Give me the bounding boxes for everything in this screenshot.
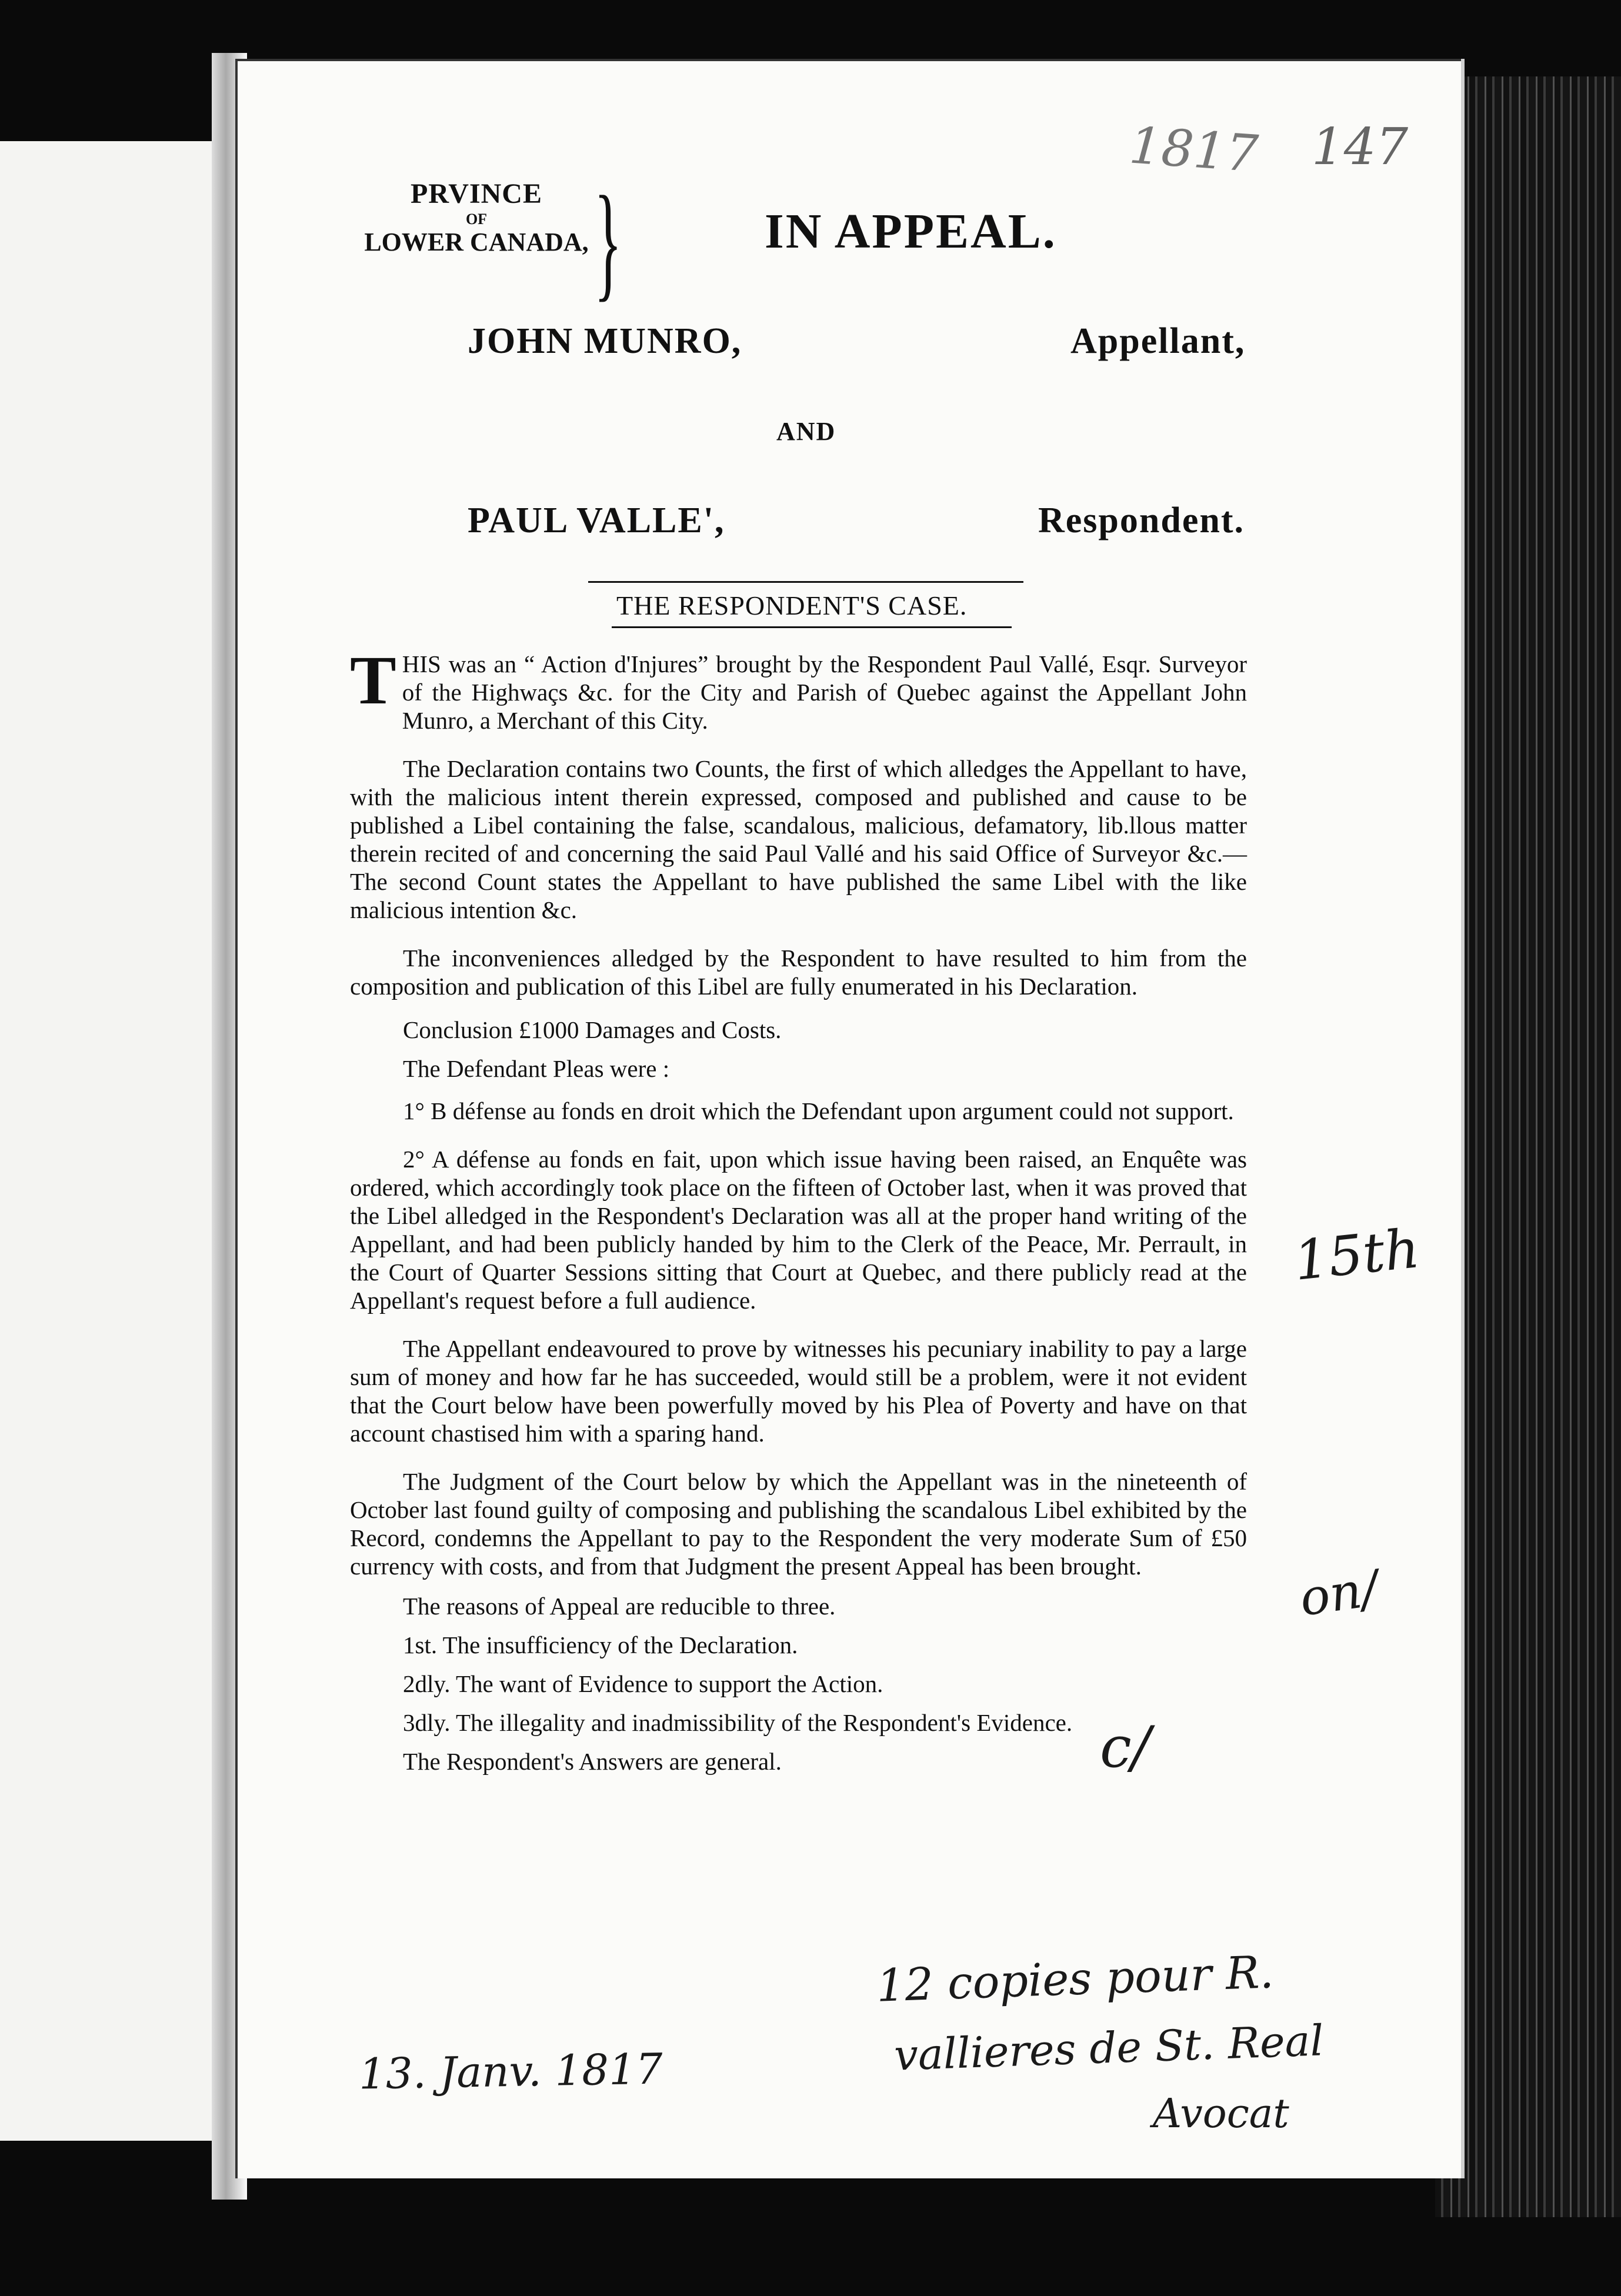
paragraph-conclusion: Conclusion £1000 Damages and Costs. — [403, 1016, 782, 1043]
paragraph-pleas: The Defendant Pleas were : — [403, 1055, 670, 1082]
handwritten-on: on/ — [1296, 1559, 1382, 1627]
handwritten-year: 1817 — [1127, 116, 1260, 184]
paragraph-answers: The Respondent's Answers are general. — [403, 1748, 782, 1775]
reason-2: 2dly. The want of Evidence to support the Action. — [403, 1670, 883, 1697]
handwritten-folio: 147 — [1312, 118, 1409, 176]
paragraph-judgment: The Judgment of the Court below by which the Appellant was in the nineteenth of October last found guilty of composing and publishing the scandalous Libel exhibited by the Record, condemns the Appellant to pay to the Respondent the very moderate Sum of £50 currency with costs, and from that Judgment the present Appeal has been brought. — [350, 1468, 1247, 1580]
top-rule — [588, 581, 1023, 583]
province-line-3: LOWER CANADA, — [364, 227, 589, 256]
province-line-2: OF — [465, 211, 488, 228]
handwritten-note-line-3: Avocat — [1153, 2091, 1289, 2137]
bottom-rule — [612, 626, 1012, 628]
paragraph-plea-1: 1° B défense au fonds en droit which the Defendant upon argument could not support. — [403, 1097, 1234, 1124]
book-edge — [1435, 76, 1621, 2217]
handwritten-c: c/ — [1100, 1714, 1151, 1780]
province-block — [353, 179, 600, 256]
paragraph-plea-2: 2° A défense au fonds en fait, upon which issue having been raised, an Enquête was ordered, which accordingly took place on the fifteen of October last, when it was proved that the Libel alledged in the Respondent's Declaration was all at the proper hand writing of the Appellant, and had been publicly handed by him to the Clerk of the Peace, Mr. Perrault, in the Court of Quarter Sessions sitting that Court at Quebec, and there publicly read at the Appellant's request before a full audience. — [350, 1146, 1247, 1314]
reason-1: 1st. The insufficiency of the Declaration. — [403, 1631, 798, 1658]
conjunction: AND — [776, 417, 836, 446]
respondent-name: PAUL VALLE', — [468, 500, 725, 540]
drop-cap: T — [350, 642, 396, 719]
handwritten-note-line-2: vallieres de St. Real — [893, 2015, 1325, 2080]
paragraph-3: The inconveniences alledged by the Respondent to have resulted to him from the composition and publication of this Libel are fully enumerated in his Declaration. — [350, 945, 1247, 1000]
appellant-role: Appellant, — [1070, 321, 1246, 361]
paragraph-1: THIS was an “ Action d'Injures” brought by the Respondent Paul Vallé, Esqr. Surveyor of the Highwaçs &c. for the City and Parish of Quebec against the Appellant John Munro, a Merchant of this City. — [350, 642, 1247, 734]
paragraph-reasons: The reasons of Appeal are reducible to three. — [403, 1593, 836, 1620]
handwritten-note-line-1: 12 copies pour R. — [875, 1945, 1275, 2012]
appellant-name: JOHN MUNRO, — [468, 321, 742, 361]
paragraph-poverty: The Appellant endeavoured to prove by witnesses his pecuniary inability to pay a large sum of money and how far he has succeeded, would still be a problem, were it not evident that the Court below have been powerfully moved by his Plea of Poverty and have on that account chastised him with a sparing hand. — [350, 1335, 1247, 1447]
paragraph-2: The Declaration contains two Counts, the first of which alledges the Appellant to have, with the malicious intent therein expressed, composed and published and cause to be published a Libel containing the false, scandalous, malicious, defamatory, lib.llous matter therein recited of and concerning the said Paul Vallé and his said Office of Surveyor &c.—The second Count states the Appellant to have published the same Libel with the like malicious intention &c. — [350, 755, 1247, 923]
reason-3: 3dly. The illegality and inadmissibility of the Respondent's Evidence. — [403, 1709, 1073, 1736]
case-body — [350, 642, 1247, 1776]
brace-mark: } — [594, 169, 622, 313]
handwritten-15th: 15th — [1290, 1217, 1423, 1293]
respondent-role: Respondent. — [1038, 500, 1245, 540]
facing-page — [0, 141, 233, 2141]
province-line-1: PRVINCE — [411, 178, 542, 209]
document-title: IN APPEAL. — [765, 204, 1057, 259]
handwritten-date: 13. Janv. 1817 — [358, 2044, 663, 2099]
case-title: THE RESPONDENT'S CASE. — [616, 590, 968, 620]
